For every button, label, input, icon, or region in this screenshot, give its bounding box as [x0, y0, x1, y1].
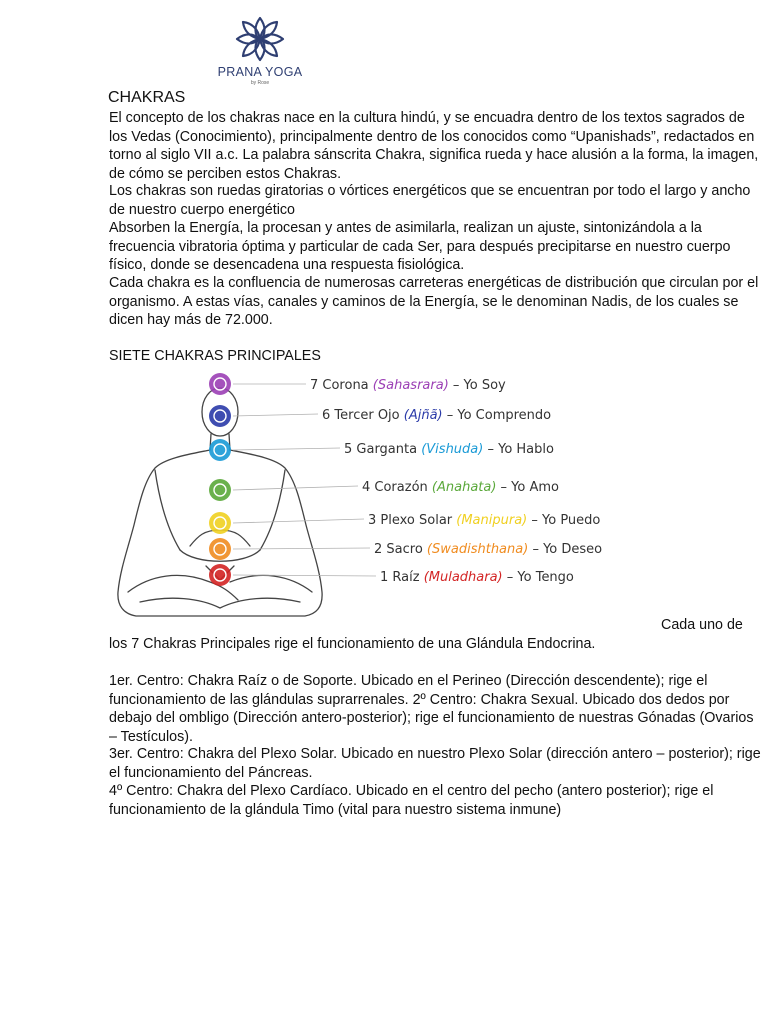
definition-paragraph: Los chakras son ruedas giratorias o vórtices energéticos que se encuentran por todo el largo y ancho de nuestro cuerpo energético: [109, 183, 751, 218]
chakra-label-plexo-solar: [368, 513, 600, 528]
chakra-affirmation: – Yo Puedo: [527, 513, 601, 528]
chakra-name: 1 Raíz: [380, 570, 424, 585]
chakra-affirmation: – Yo Hablo: [483, 442, 554, 457]
chakra-leader-line: [233, 548, 370, 549]
chakra-name: 5 Garganta: [344, 442, 422, 457]
chakra-affirmation: – Yo Soy: [448, 378, 506, 393]
intro-paragraph: El concepto de los chakras nace en la cultura hindú, y se encuadra dentro de los textos sagrados de los Vedas (Conocimiento), principalmente dentro de los conocidos como “Upanishads”, redactados en torno al siglo VII a.c. La palabra sánscrita Chakra, significa rueda y hace alusión a la forma, la imagen, de cómo se perciben estos Chakras.: [109, 110, 759, 182]
nadis-paragraph: Cada chakra es la confluencia de numerosas carreteras energéticas de distribución que circulan por el organismo. A estas vías, canales y caminos de la Energía, se le denominan Nadis, de los cuales se dicen hay más de 72.000.: [109, 275, 759, 329]
chakra-symbol-corona: [209, 373, 231, 395]
logo-name: PRANA YOGA: [217, 65, 303, 79]
section-title: SIETE CHAKRAS PRINCIPALES: [109, 348, 321, 364]
chakra-leader-line: [233, 414, 318, 416]
chakra-sanskrit-name: (Vishuda): [421, 442, 484, 457]
chakra-name: 6 Tercer Ojo: [322, 408, 404, 423]
chakra-label-corazon: [362, 480, 559, 495]
chakra-symbol-plexo-solar: [209, 512, 231, 534]
chakra-leader-line: [233, 519, 364, 523]
chakra-affirmation: – Yo Tengo: [502, 570, 574, 585]
chakra-sanskrit-name: (Ajñã): [403, 408, 443, 423]
caption-left: los 7 Chakras Principales rige el funcionamiento de una Glándula Endocrina.: [109, 636, 596, 652]
energy-paragraph: Absorben la Energía, la procesan y antes de asimilarla, realizan un ajuste, sintonizándola a la frecuencia vibratoria óptima y particular de cada Ser, para después precipitarse en nuestro cuerpo físico, donde se desencadena una respuesta fisiológica.: [109, 220, 731, 274]
chakra-name: 2 Sacro: [374, 542, 427, 557]
logo-sub: by Rose: [250, 80, 270, 86]
chakra-name: 4 Corazón: [362, 480, 432, 495]
chakra-symbol-tercer-ojo: [209, 405, 231, 427]
chakra-symbol-sacro: [209, 538, 231, 560]
chakra-name: 7 Corona: [310, 378, 373, 393]
chakra-label-tercer-ojo: [322, 408, 551, 423]
solar-plexus-paragraph: 3er. Centro: Chakra del Plexo Solar. Ubicado en nuestro Plexo Solar (dirección antero – posterior); rige el funcionamiento del Páncreas.: [109, 746, 761, 781]
page-title: CHAKRAS: [108, 89, 186, 106]
chakras-figure: [110, 370, 640, 622]
chakra-label-garganta: [344, 442, 554, 457]
chakra-label-raiz: [380, 570, 574, 585]
chakra-affirmation: – Yo Deseo: [528, 542, 603, 557]
chakra-symbol-corazon: [209, 479, 231, 501]
lotus-icon: [233, 14, 287, 64]
chakra-sanskrit-name: (Sahasrara): [372, 378, 449, 393]
chakra-sanskrit-name: (Swadishthana): [426, 542, 529, 557]
chakra-symbol-garganta: [209, 439, 231, 461]
chakra-sanskrit-name: (Manipura): [456, 513, 528, 528]
chakra-label-sacro: [374, 542, 602, 557]
logo: [212, 14, 308, 86]
chakra-sanskrit-name: (Anahata): [431, 480, 497, 495]
chakra-affirmation: – Yo Comprendo: [442, 408, 552, 423]
caption-right: Cada uno de: [661, 617, 743, 633]
chakra-symbol-raiz: [209, 564, 231, 586]
chakra-name: 3 Plexo Solar: [368, 513, 457, 528]
cardiac-paragraph: 4º Centro: Chakra del Plexo Cardíaco. Ubicado en el centro del pecho (antero posterior); rige el funcionamiento de la glándula Timo (vital para nuestro sistema inmune): [109, 783, 714, 818]
root-sacral-paragraph: 1er. Centro: Chakra Raíz o de Soporte. Ubicado en el Perineo (Dirección descendente); rige el funcionamiento de las glándulas suprarrenales. 2º Centro: Chakra Sexual. Ubicado dos dedos por debajo del ombligo (Dirección antero-posterior); rige el funcionamiento de nuestras Gónadas (Ovarios – Testículos).: [109, 673, 754, 745]
chakra-affirmation: – Yo Amo: [496, 480, 559, 495]
chakra-leader-line: [233, 448, 340, 450]
chakra-sanskrit-name: (Muladhara): [423, 570, 503, 585]
meditating-figure-illustration: [110, 370, 640, 622]
chakra-label-corona: [310, 378, 506, 393]
